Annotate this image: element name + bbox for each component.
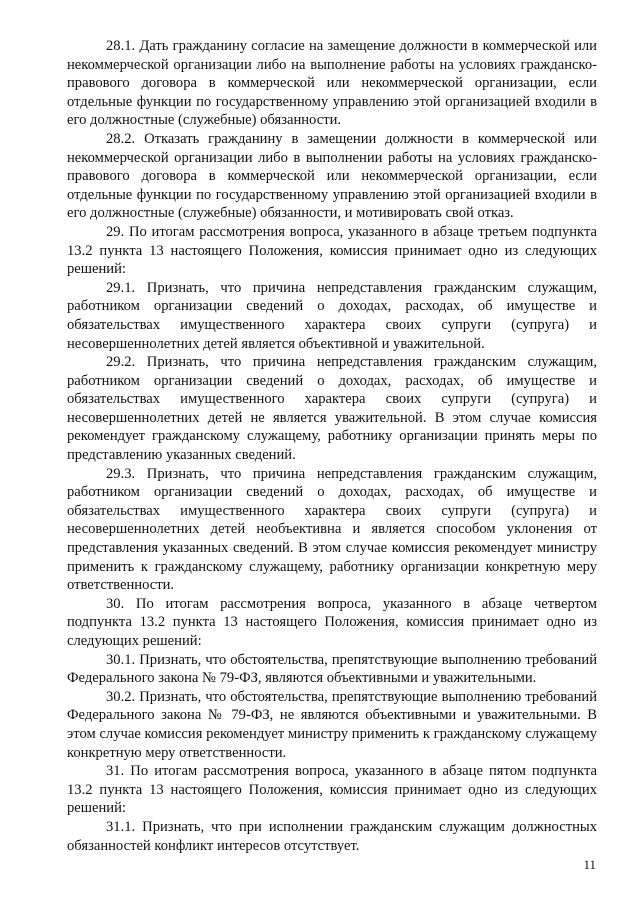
- page-number: 11: [583, 857, 596, 872]
- paragraph-29-2: 29.2. Признать, что причина непредставления гражданским служащим, работником организации сведений о доходах, расходах, об имуществе и обязательствах имущественного характера своих супруги (супруга) и несовершеннолетних детей не является уважительной. В этом случае комиссия рекомендует гражданскому служащему, работнику организации принять меры по представлению указанных сведений.: [67, 354, 597, 464]
- paragraph-28-1: 28.1. Дать гражданину согласие на замещение должности в коммерческой или некоммерческой организации либо на выполнение работы на условиях гражданско-правового договора в коммерческой или некоммерческой организации, если отдельные функции по государственному управлению этой организацией входили в его должностные (служебные) обязанности.: [67, 38, 597, 129]
- paragraph-29-1: 29.1. Признать, что причина непредставления гражданским служащим, работником организации сведений о доходах, расходах, об имуществе и обязательствах имущественного характера своих супруги (супруга) и несовершеннолетних детей является объективной и уважительной.: [67, 279, 597, 352]
- paragraph-29: 29. По итогам рассмотрения вопроса, указанного в абзаце третьем подпункта 13.2 пункта 13 настоящего Положения, комиссия принимает одно из следующих решений:: [67, 223, 597, 278]
- paragraph-30-2: 30.2. Признать, что обстоятельства, препятствующие выполнению требований Федерального закона № 79-ФЗ, не являются объективными и уважительными. В этом случае комиссия рекомендует министру применить к гражданскому служащему конкретную меру ответственности.: [67, 688, 597, 761]
- paragraph-28-2: 28.2. Отказать гражданину в замещении должности в коммерческой или некоммерческой организации либо в выполнении работы на условиях гражданско-правового договора в коммерческой или некоммерческой организации, если отдельные функции по государственному управлению этой организацией входили в его должностные (служебные) обязанности, и мотивировать свой отказ.: [67, 130, 597, 222]
- paragraph-31-1: 31.1. Признать, что при исполнении гражданским служащим должностных обязанностей конфликт интересов отсутствует.: [67, 818, 597, 854]
- paragraph-29-3: 29.3. Признать, что причина непредставления гражданским служащим, работником организации сведений о доходах, расходах, об имуществе и обязательствах имущественного характера своих супруги (супруга) и несовершеннолетних детей необъективна и является способом уклонения от представления указанных сведений. В этом случае комиссия рекомендует министру применить к гражданскому служащему, работнику организации конкретную меру ответственности.: [67, 465, 597, 594]
- paragraph-31: 31. По итогам рассмотрения вопроса, указанного в абзаце пятом подпункта 13.2 пункта 13 настоящего Положения, комиссия принимает одно из следующих решений:: [67, 763, 597, 817]
- paragraph-30: 30. По итогам рассмотрения вопроса, указанного в абзаце четвертом подпункта 13.2 пункта 13 настоящего Положения, комиссия принимает одно из следующих решений:: [67, 595, 597, 649]
- paragraph-30-1: 30.1. Признать, что обстоятельства, препятствующие выполнению требований Федерального закона № 79-ФЗ, являются объективными и уважительными.: [67, 651, 597, 687]
